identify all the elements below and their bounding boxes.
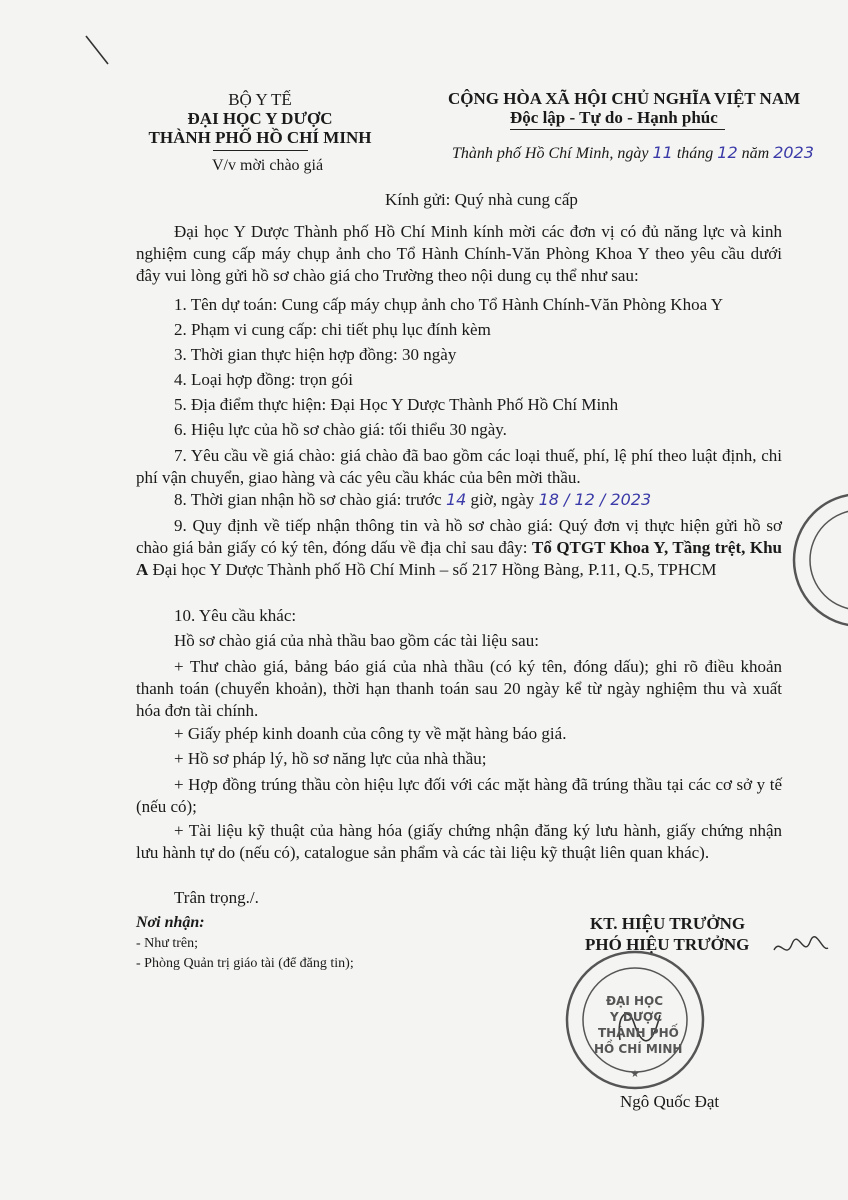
recipient-2: - Phòng Quản trị giáo tài (để đăng tin); [136,956,354,971]
date-day-handwritten: 11 [652,143,673,162]
date-year-handwritten: 2023 [773,143,814,162]
header-left-divider [213,150,308,151]
item-8 [174,490,651,510]
item-5: 5. Địa điểm thực hiện: Đại Học Y Dược Thành Phố Hồ Chí Minh [174,395,619,414]
item-2: 2. Phạm vi cung cấp: chi tiết phụ lục đính kèm [174,320,491,339]
signature-title-1: KT. HIỆU TRƯỞNG [590,914,746,933]
stamp-line-3: THÀNH PHỐ [598,1026,679,1040]
university-name-line1: ĐẠI HỌC Y DƯỢC [187,109,333,128]
item-1: 1. Tên dự toán: Cung cấp máy chụp ảnh cho Tổ Hành Chính-Văn Phòng Khoa Y [174,295,724,314]
item-9-part-a: 9. Quy định về tiếp nhận thông tin và hồ sơ chào giá: Quý đơn vị thực hiện gửi hồ sơ chào giá bản giấy có ký tên, đóng dấu về địa chỉ sau đây: [136,516,782,557]
bullet-5: + Tài liệu kỹ thuật của hàng hóa (giấy chứng nhận đăng ký lưu hành, giấy chứng nhận lưu hành tự do (nếu có), catalogue sản phẩm và các tài liệu kỹ thuật liên quan khác). [136,821,782,862]
bullet-3: + Hồ sơ pháp lý, hồ sơ năng lực của nhà thầu; [174,749,487,768]
corner-pen-mark-icon [82,30,112,70]
intro-paragraph: Đại học Y Dược Thành phố Hồ Chí Minh kính mời các đơn vị có đủ năng lực và kinh nghiệm cung cấp máy chụp ảnh cho Tổ Hành Chính-Văn Phòng Khoa Y theo yêu cầu dưới đây vui lòng gửi hồ sơ chào giá cho Trường theo nội dung cụ thể như sau: [136,222,782,285]
date-year-label: năm [741,145,770,162]
recipient-1: - Như trên; [136,936,199,951]
signer-name: Ngô Quốc Đạt [620,1092,720,1111]
item-9-address-bold: Tổ QTGT Khoa Y, Tầng trệt, Khu A [136,538,783,579]
university-name-line2: THÀNH PHỐ HỒ CHÍ MINH [148,128,372,147]
item-9-part-b: Đại học Y Dược Thành phố Hồ Chí Minh – số 217 Hồng Bàng, P.11, Q.5, TPHCM [152,560,717,579]
item-8-mid: giờ, ngày [470,490,535,509]
item-8-hour-handwritten: 14 [445,490,467,509]
bullet-2: + Giấy phép kinh doanh của công ty về mặt hàng báo giá. [174,724,567,743]
item-10-intro: Hồ sơ chào giá của nhà thầu bao gồm các tài liệu sau: [174,631,539,650]
item-8-prefix: 8. Thời gian nhận hồ sơ chào giá: trước [174,490,442,509]
date-month-label: tháng [676,145,714,162]
item-6: 6. Hiệu lực của hồ sơ chào giá: tối thiểu 30 ngày. [174,420,507,439]
date-month-handwritten: 12 [717,143,738,162]
motto-underline [510,129,725,130]
item-3: 3. Thời gian thực hiện hợp đồng: 30 ngày [174,345,457,364]
closing: Trân trọng./. [174,888,259,907]
svg-text:★: ★ [630,1069,640,1080]
signature-scribble-icon [770,930,830,970]
stamp-line-1: ĐẠI HỌC [606,994,664,1008]
date-prefix: Thành phố Hồ Chí Minh, ngày [452,145,649,162]
item-7: 7. Yêu cầu về giá chào: giá chào đã bao gồm các loại thuế, phí, lệ phí theo luật định, chi phí vận chuyển, giao hàng và các yêu cầu khác của bên mời thầu. [136,446,782,487]
greeting: Kính gửi: Quý nhà cung cấp [385,190,578,209]
item-8-date-handwritten: 18 / 12 / 2023 [538,490,652,509]
country-name: CỘNG HÒA XÃ HỘI CHỦ NGHĨA VIỆT NAM [448,89,801,108]
document-subject: V/v mời chào giá [212,157,324,174]
stamp-line-2: Y DƯỢC [610,1010,663,1024]
item-9 [136,515,782,581]
signature-title-2: PHÓ HIỆU TRƯỞNG [585,935,750,954]
item-4: 4. Loại hợp đồng: trọn gói [174,370,353,389]
item-10: 10. Yêu cầu khác: [174,606,297,625]
stamp-line-4: HỒ CHÍ MINH [594,1042,683,1056]
bullet-1: + Thư chào giá, bảng báo giá của nhà thầu (có ký tên, đóng dấu); ghi rõ điều khoản thanh toán (chuyển khoản), thời hạn thanh toán sau 20 ngày kể từ ngày nghiệm thu và xuất hóa đơn tài chính. [136,657,782,720]
national-motto: Độc lập - Tự do - Hạnh phúc [510,108,718,127]
recipients-label: Nơi nhận: [136,914,205,931]
edge-stamp-icon [790,490,848,630]
ministry-name: BỘ Y TẾ [228,90,292,109]
document-date [452,143,814,163]
bullet-4: + Hợp đồng trúng thầu còn hiệu lực đối với các mặt hàng đã trúng thầu tại các cơ sở y tế (nếu có); [136,775,782,816]
